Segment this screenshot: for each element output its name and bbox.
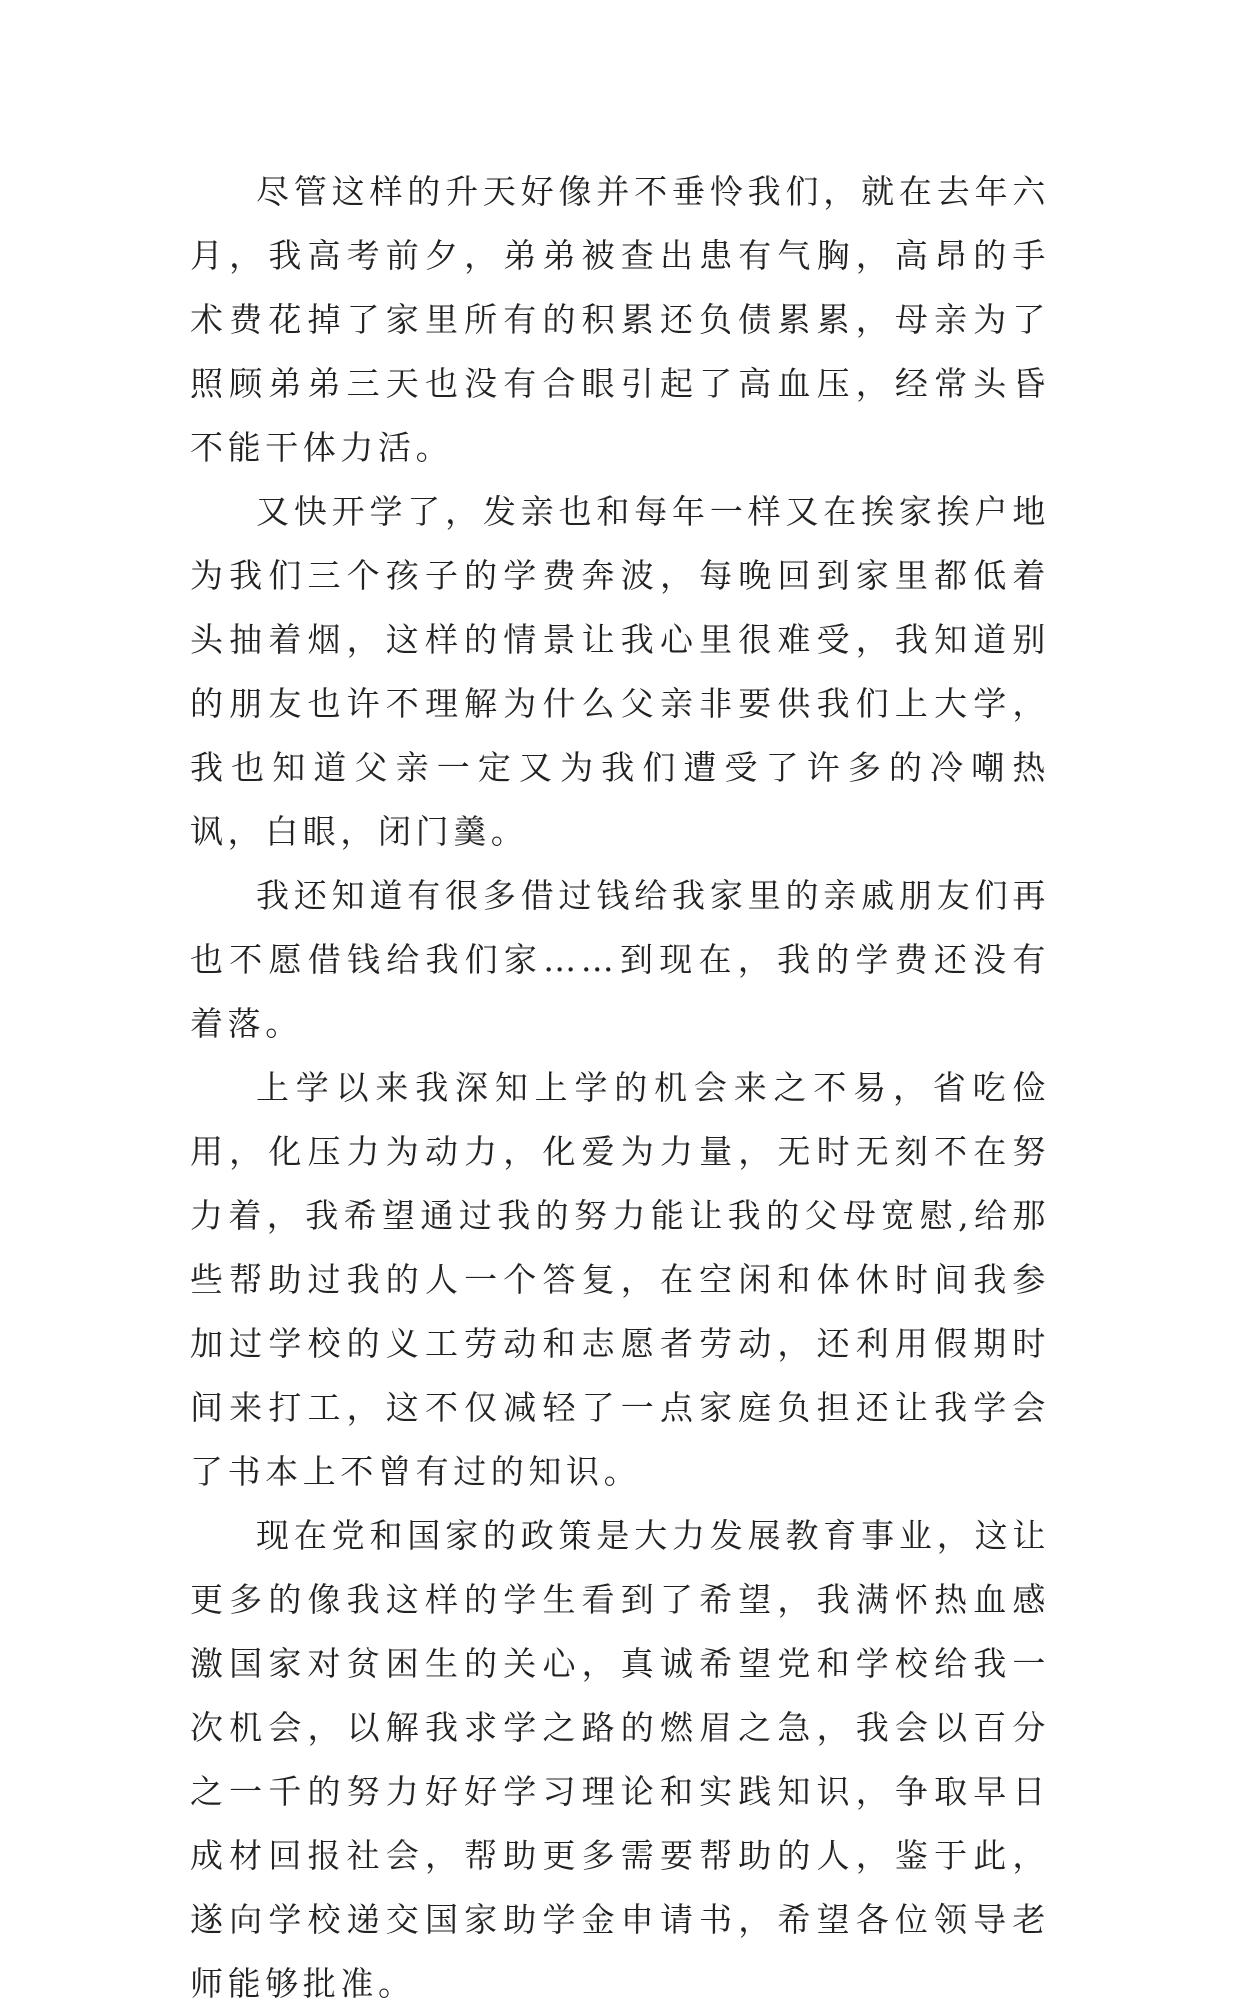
paragraph-5: 现在党和国家的政策是大力发展教育事业，这让更多的像我这样的学生看到了希望，我满怀热血感激国家对贫困生的关心，真诚希望党和学校给我一次机会，以解我求学之路的燃眉之急，我会以百分之一千的努力好好学习理论和实践知识，争取早日成材回报社会，帮助更多需要帮助的人，鉴于此，遂向学校递交国家助学金申请书，希望各位领导老师能够批准。 — [190, 1516, 1050, 2003]
paragraph-1: 尽管这样的升天好像并不垂怜我们，就在去年六月，我高考前夕，弟弟被查出患有气胸，高昂的手术费花掉了家里所有的积累还负债累累，母亲为了照顾弟弟三天也没有合眼引起了高血压，经常头昏不能干体力活。 — [190, 172, 1050, 467]
paragraph-3: 我还知道有很多借过钱给我家里的亲戚朋友们再也不愿借钱给我们家……到现在，我的学费还没有着落。 — [190, 876, 1050, 1043]
paragraph-4: 上学以来我深知上学的机会来之不易，省吃俭用，化压力为动力，化爱为力量，无时无刻不在努力着，我希望通过我的努力能让我的父母宽慰,给那些帮助过我的人一个答复，在空闲和体休时间我参加过学校的义工劳动和志愿者劳动，还利用假期时间来打工，这不仅减轻了一点家庭负担还让我学会了书本上不曾有过的知识。 — [190, 1068, 1050, 1491]
paragraph-2: 又快开学了，发亲也和每年一样又在挨家挨户地为我们三个孩子的学费奔波，每晚回到家里都低着头抽着烟，这样的情景让我心里很难受，我知道别的朋友也许不理解为什么父亲非要供我们上大学，我也知道父亲一定又为我们遭受了许多的冷嘲热讽，白眼，闭门羹。 — [190, 492, 1050, 851]
document-body — [190, 160, 1050, 2016]
